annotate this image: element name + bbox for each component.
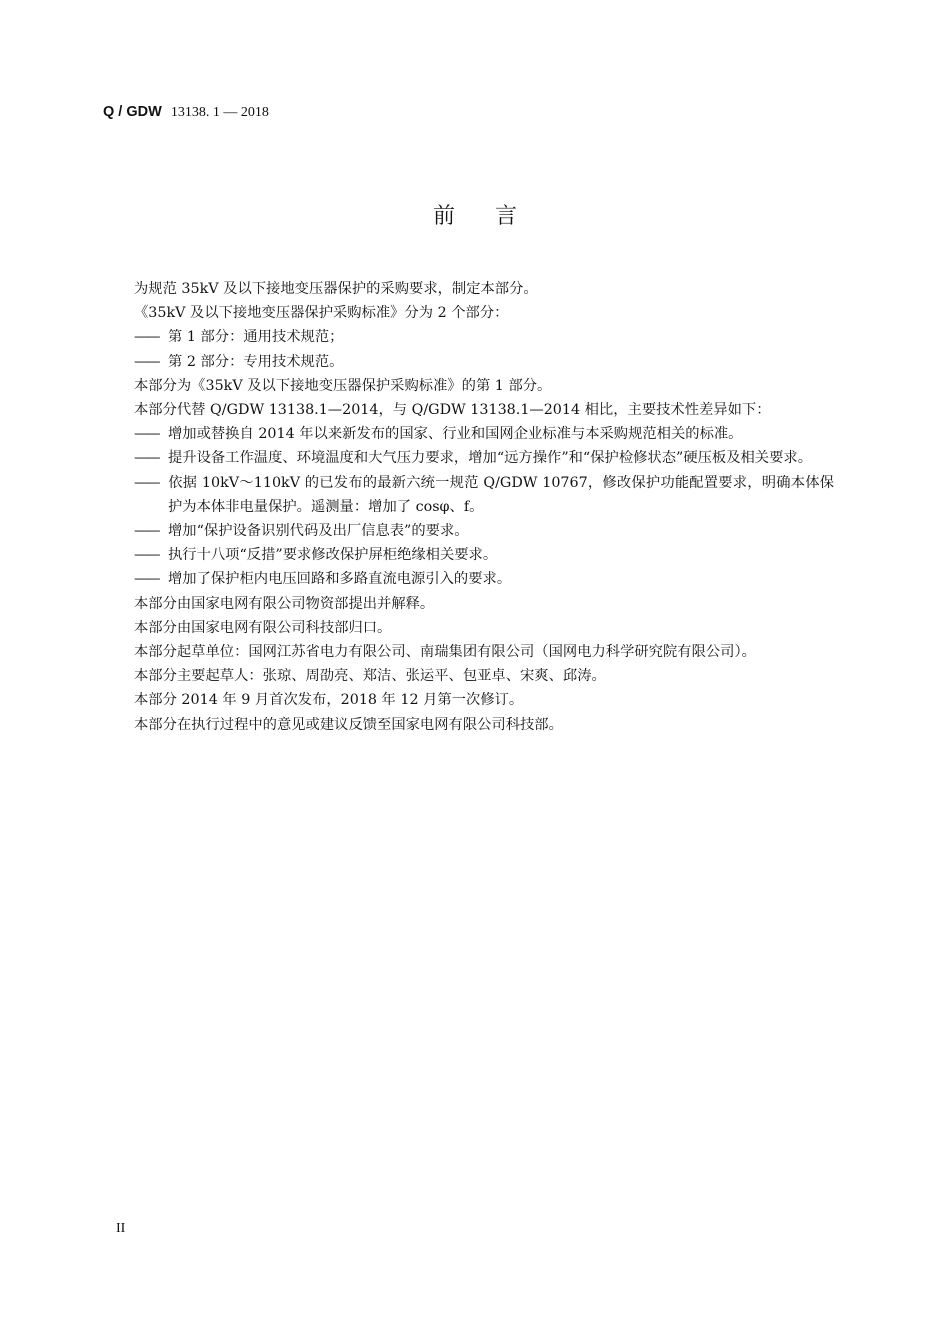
foreword-body [134,277,834,737]
paragraph-this-part: 本部分为《35kV 及以下接地变压器保护采购标准》的第 1 部分。 [134,377,552,394]
paragraph-feedback: 本部分在执行过程中的意见或建议反馈至国家电网有限公司科技部。 [134,716,563,733]
section-title: 前言 [432,204,557,229]
paragraph-administrator: 本部分由国家电网有限公司科技部归口。 [134,619,392,636]
dash-marker: —— [134,426,159,443]
standard-number: 13138. 1 — 2018 [170,105,269,120]
list-item-change-2: —— 提升设备工作温度、环境温度和大气压力要求，增加“远方操作”和“保护检修状态”硬压板及相关要求。 [134,446,834,470]
dash-marker: —— [134,547,159,564]
list-item-part-2: —— 第 2 部分：专用技术规范。 [134,350,834,374]
dash-marker: —— [134,474,159,491]
list-item-part-1: —— 第 1 部分：通用技术规范； [134,325,834,349]
dash-marker: —— [134,450,159,467]
paragraph-replaces: 本部分代替 Q/GDW 13138.1—2014，与 Q/GDW 13138.1—2014 相比，主要技术性差异如下： [134,402,771,419]
dash-marker: —— [134,353,159,370]
paragraph-parts-intro: 《35kV 及以下接地变压器保护采购标准》分为 2 个部分： [134,305,509,322]
paragraph-proposer: 本部分由国家电网有限公司物资部提出并解释。 [134,595,435,612]
list-item-change-6: —— 增加了保护柜内电压回路和多路直流电源引入的要求。 [134,567,834,591]
paragraph-drafters: 本部分主要起草人：张琼、周劭亮、郑洁、张运平、包亚卓、宋爽、邱涛。 [134,668,606,685]
list-item-change-5: —— 执行十八项“反措”要求修改保护屏柜绝缘相关要求。 [134,543,834,567]
list-item-change-4: —— 增加“保护设备识别代码及出厂信息表”的要求。 [134,519,834,543]
list-item-change-3: —— 依据 10kV～110kV 的已发布的最新六统一规范 Q/GDW 10767，修改保护功能配置要求，明确本体保护为本体非电量保护。遥测量：增加了 cosφ、f。 [134,471,834,519]
document-header [103,103,269,122]
paragraph-purpose: 为规范 35kV 及以下接地变压器保护的采购要求，制定本部分。 [134,281,538,297]
dash-marker: —— [134,571,159,588]
standard-prefix: Q / GDW [103,104,162,120]
paragraph-drafting-units: 本部分起草单位：国网江苏省电力有限公司、南瑞集团有限公司（国网电力科学研究院有限公司）。 [134,644,756,661]
paragraph-history: 本部分 2014 年 9 月首次发布，2018 年 12 月第一次修订。 [134,692,524,709]
dash-marker: —— [134,523,159,540]
dash-marker: —— [134,329,159,346]
list-item-change-1: —— 增加或替换自 2014 年以来新发布的国家、行业和国网企业标准与本采购规范相关的标准。 [134,422,834,446]
page-number: II [116,1221,126,1236]
